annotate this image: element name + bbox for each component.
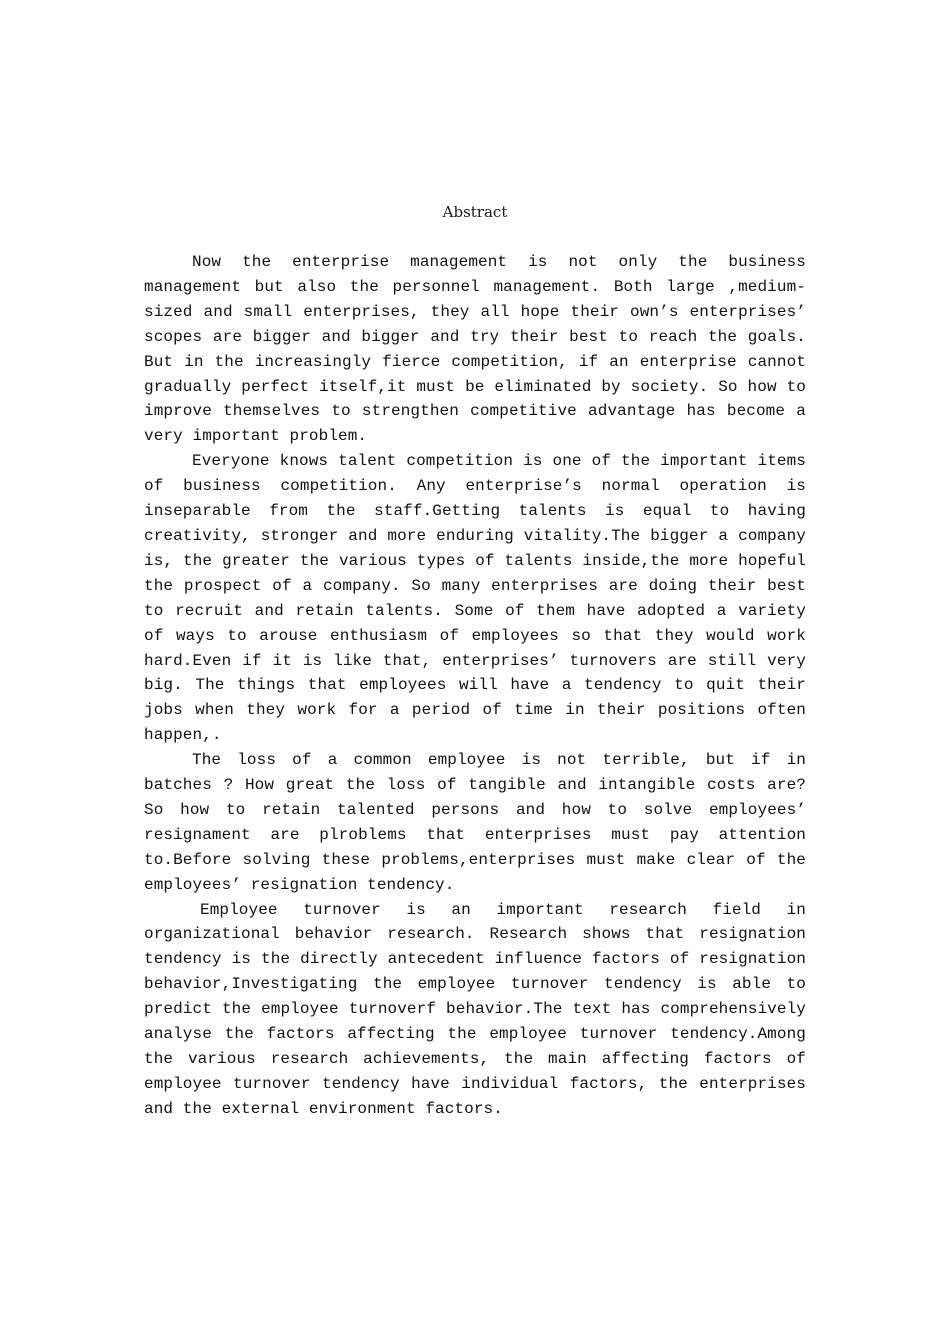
abstract-paragraph-4: Employee turnover is an important research field in organizational behavior research. Research shows that resignation tendency is the directly antecedent influence factors of resignation behavior,Investigating the employee turnover tendency is able to predict the employee turnoverf behavior.The text has comprehensively analyse the factors affecting the employee turnover tendency.Among the various research achievements, the main affecting factors of employee turnover tendency have individual factors, the enterprises and the external environment factors. [144, 900, 806, 1118]
abstract-title: Abstract [442, 203, 508, 221]
abstract-body [144, 250, 806, 1122]
abstract-paragraph-2: Everyone knows talent competition is one of the important items of business competition. Any enterprise’s normal operation is inseparable from the staff.Getting talents is equal to having creativity, stronger and more enduring vitality.The bigger a company is, the greater the various types of talents inside,the more hopeful the prospect of a company. So many enterprises are doing their best to recruit and retain talents. Some of them have adopted a variety of ways to arouse enthusiasm of employees so that they would work hard.Even if it is like that, enterprises’ turnovers are still very big. The things that employees will have a tendency to quit their jobs when they work for a period of time in their positions often happen,. [144, 452, 806, 745]
abstract-paragraph-1: Now the enterprise management is not only the business management but also the personnel management. Both large ,medium-sized and small enterprises, they all hope their own’s enterprises’ scopes are bigger and bigger and try their best to reach the goals. But in the increasingly fierce competition, if an enterprise cannot gradually perfect itself,it must be eliminated by society. So how to improve themselves to strengthen competitive advantage has become a very important problem. [144, 253, 806, 446]
abstract-paragraph-3: The loss of a common employee is not terrible, but if in batches ? How great the loss of tangible and intangible costs are? So how to retain talented persons and how to solve employees’ resignament are plroblems that enterprises must pay attention to.Before solving these problems,enterprises must make clear of the employees’ resignation tendency. [144, 751, 806, 894]
